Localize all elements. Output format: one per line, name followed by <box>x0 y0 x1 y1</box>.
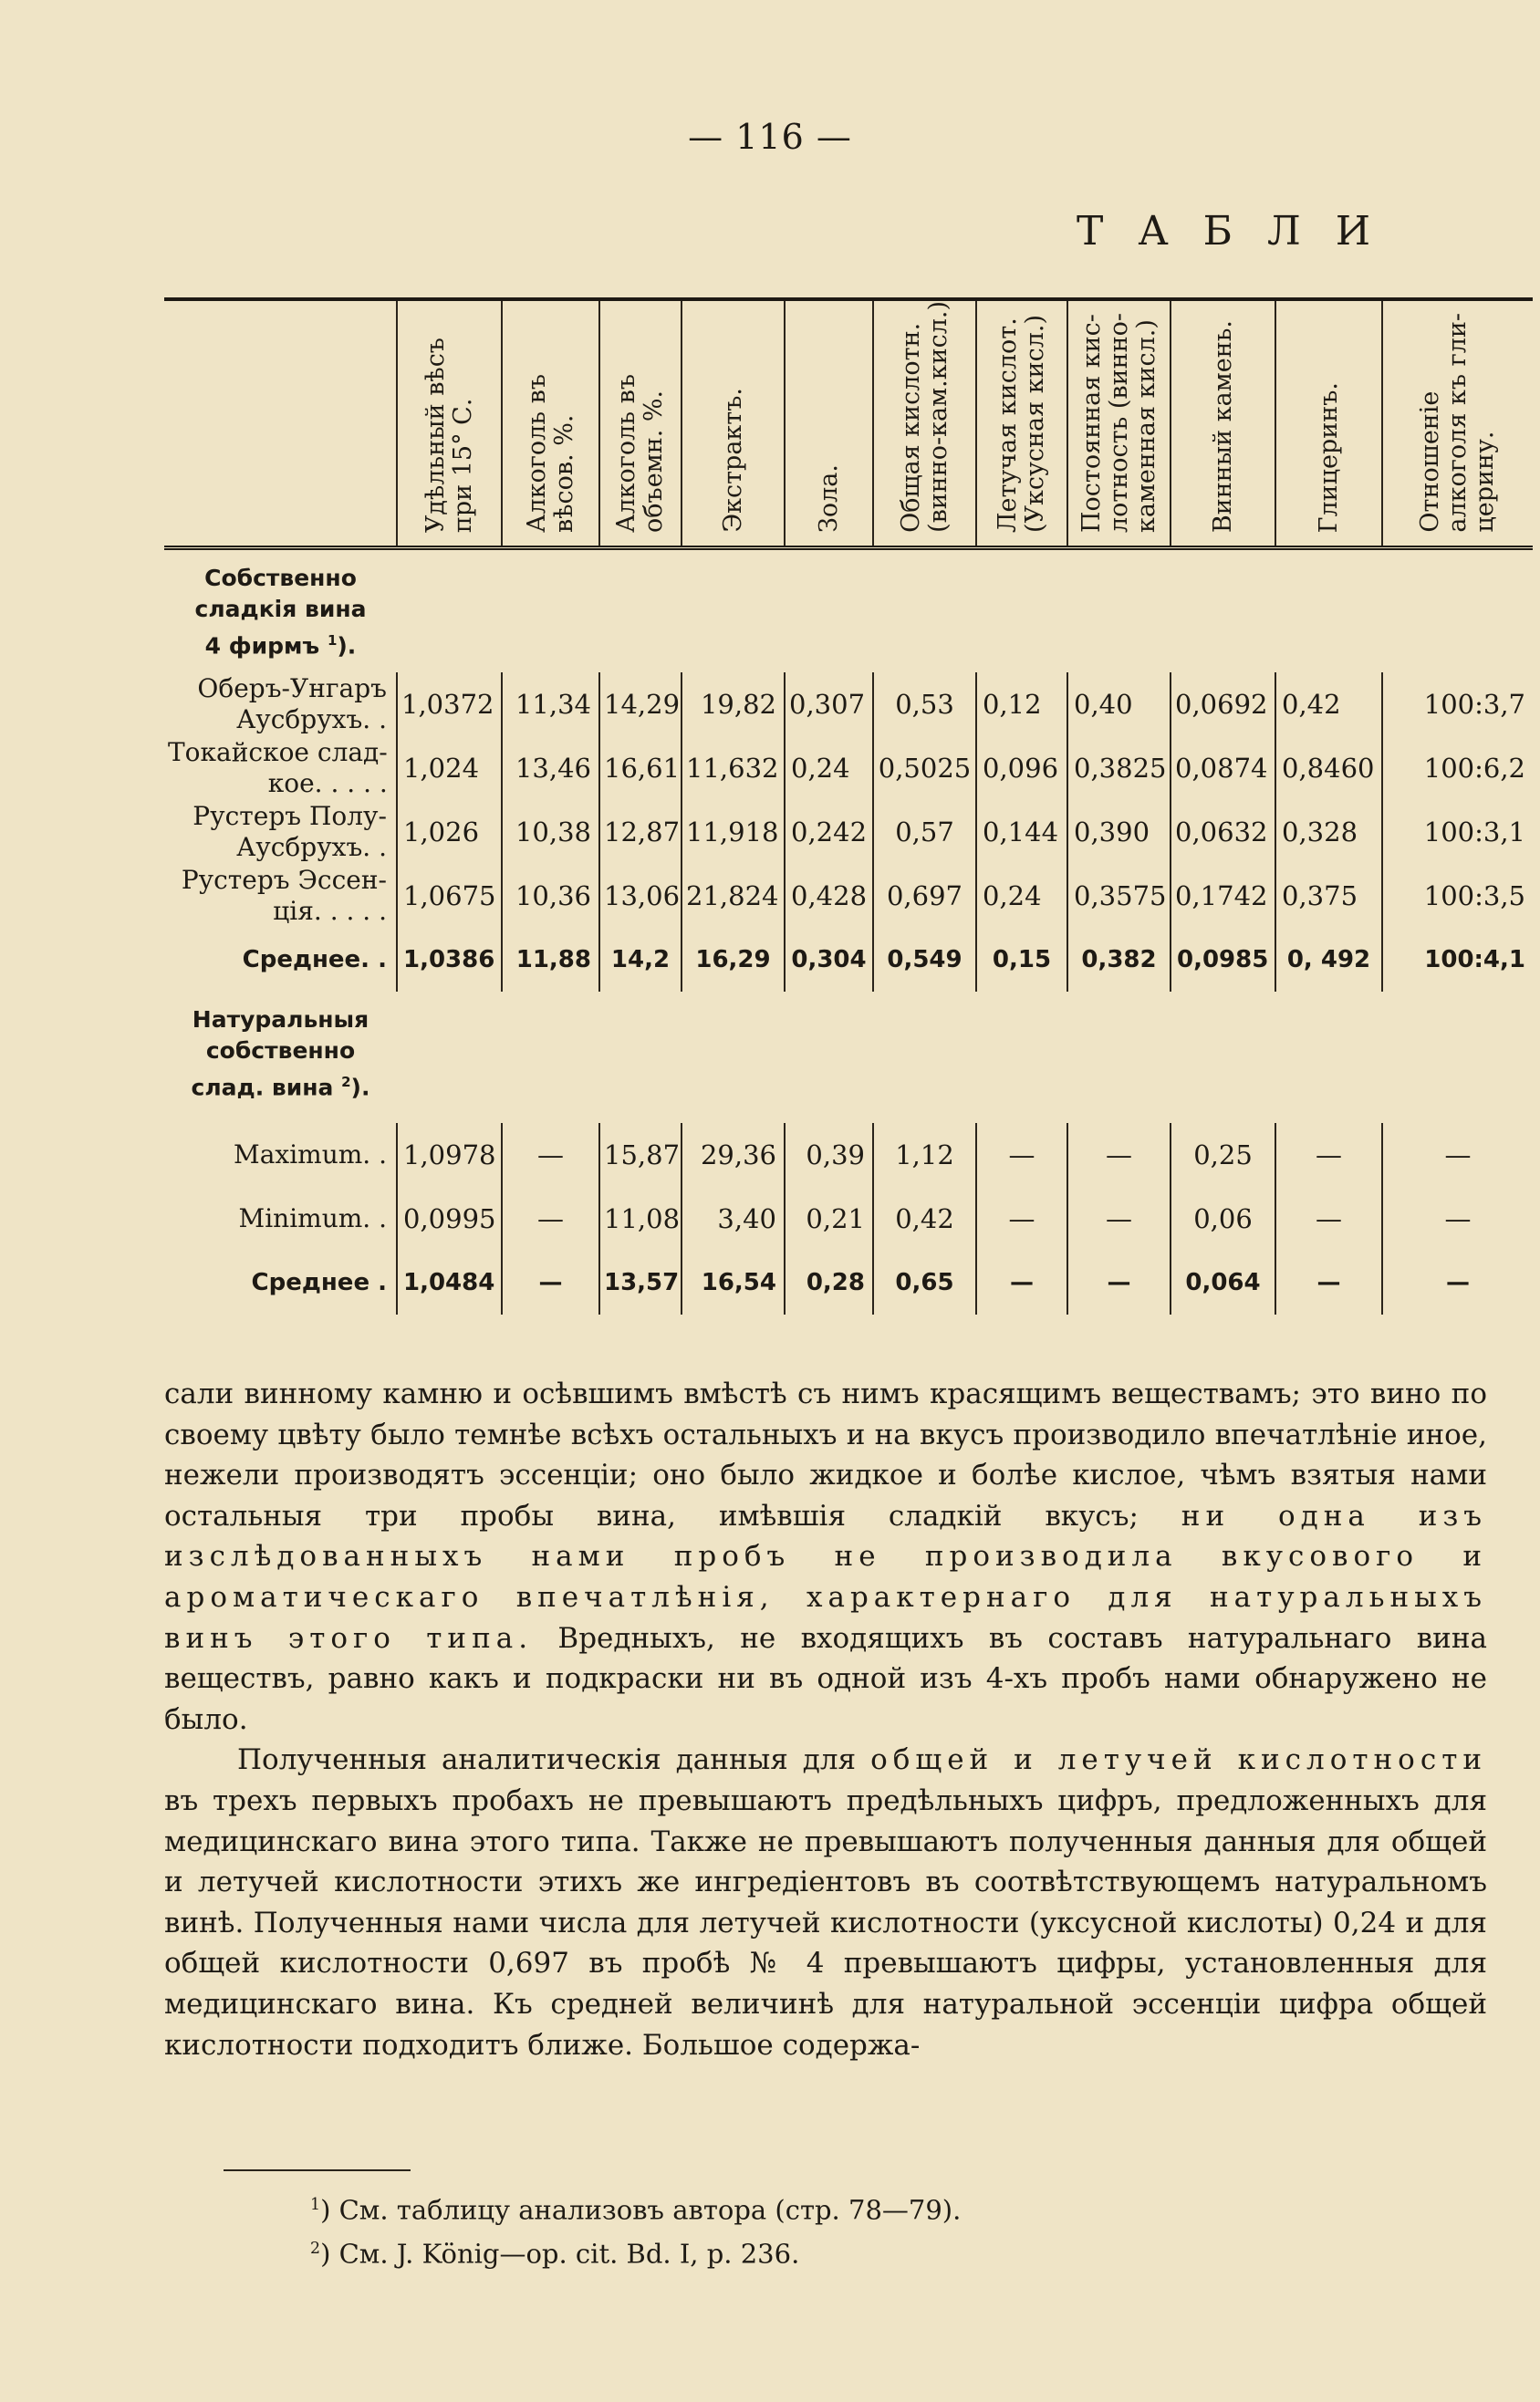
table-cell: 0,53 <box>873 672 976 736</box>
row-label: Maximum. . <box>234 1139 387 1170</box>
table-row <box>164 736 1533 800</box>
average-row <box>164 1251 1533 1315</box>
table-cell: 11,918 <box>682 800 785 864</box>
paragraph: сали винному камню и осѣвшимъ вмѣстѣ съ нимъ красящимъ веществамъ; это вино по своему цвѣту было темнѣе всѣхъ остальныхъ и на вкусъ производило впечатлѣніе иное, нежели производятъ эссенціи; оно было жидкое и болѣе кислое, чѣмъ взятыя нами остальныя три пробы вина, имѣвшія сладкій вкусъ; ни одна изъ изслѣдованныхъ нами пробъ не производила вкусового и ароматическаго впечатлѣнія, характернаго для натуральныхъ винъ этого типа. Вредныхъ, не входящихъ въ составъ натуральнаго вина веществъ, равно какъ и подкраски ни въ одной изъ 4-хъ пробъ нами обнаружено не было. <box>164 1378 1488 1736</box>
table-cell: — <box>1275 1187 1382 1251</box>
header-tartar <box>1171 299 1275 548</box>
header-extract <box>682 299 785 548</box>
table-cell: 19,82 <box>682 672 785 736</box>
table-cell: 0,8460 <box>1275 736 1382 800</box>
table-cell: 0,096 <box>976 736 1067 800</box>
table-cell: 0,25 <box>1171 1123 1275 1187</box>
table-cell: 14,2 <box>599 928 682 992</box>
table-cell: 10,38 <box>502 800 599 864</box>
table-cell: 0,0692 <box>1171 672 1275 736</box>
table-cell: 0,57 <box>873 800 976 864</box>
header-ratio <box>1382 299 1533 548</box>
table-cell: 0,064 <box>1171 1251 1275 1315</box>
table-cell: 1,12 <box>873 1123 976 1187</box>
table-cell: 100:4,1 <box>1382 928 1533 992</box>
column-header-label: Летучая кислот. (Уксусная кисл.) <box>994 314 1049 533</box>
table-cell: 100:3,7 <box>1382 672 1533 736</box>
column-header-label: Отношеніе алкоголя къ гли- церину. <box>1416 313 1499 533</box>
footnotes <box>310 2186 961 2272</box>
section-title-row <box>164 992 1533 1123</box>
table-cell: 0,15 <box>976 928 1067 992</box>
table-cell: — <box>976 1251 1067 1315</box>
section2-title: Натуральныя собственно слад. вина $^2$). <box>191 1006 370 1101</box>
table-cell: — <box>1382 1187 1533 1251</box>
table-cell: 13,46 <box>502 736 599 800</box>
section-title-row <box>164 548 1533 673</box>
table-row <box>164 864 1533 928</box>
row-label: Среднее. . <box>242 946 387 973</box>
table-cell: 0,0874 <box>1171 736 1275 800</box>
footnote-divider <box>224 2169 411 2171</box>
table-cell: 0,3825 <box>1067 736 1171 800</box>
table-cell: — <box>976 1187 1067 1251</box>
header-alcohol-weight <box>502 299 599 548</box>
table-cell: 1,024 <box>397 736 502 800</box>
table-cell: — <box>1067 1187 1171 1251</box>
table-cell: 0,428 <box>785 864 873 928</box>
header-stub <box>164 299 397 548</box>
table-cell: 12,87 <box>599 800 682 864</box>
table-cell: 11,08 <box>599 1187 682 1251</box>
header-fixed-acidity <box>1067 299 1171 548</box>
table-cell: 0,375 <box>1275 864 1382 928</box>
table-cell: — <box>502 1187 599 1251</box>
table-cell: 0,42 <box>873 1187 976 1251</box>
table-cell: 0,65 <box>873 1251 976 1315</box>
table-cell: 0,42 <box>1275 672 1382 736</box>
table-cell: 0,697 <box>873 864 976 928</box>
table-cell: 0,390 <box>1067 800 1171 864</box>
table-cell: 0,549 <box>873 928 976 992</box>
table-cell: 100:3,1 <box>1382 800 1533 864</box>
table-cell: 0,328 <box>1275 800 1382 864</box>
row-label: Рустеръ Полу- Аусбрухъ. . <box>192 801 387 862</box>
table-cell: 11,632 <box>682 736 785 800</box>
row-label: Рустеръ Эссен- ція. . . . . <box>181 865 387 926</box>
table-cell <box>397 548 1533 673</box>
table-cell: 11,34 <box>502 672 599 736</box>
header-alcohol-volume <box>599 299 682 548</box>
header-volatile-acidity <box>976 299 1067 548</box>
table-cell: 3,40 <box>682 1187 785 1251</box>
table-cell: 0,307 <box>785 672 873 736</box>
table-cell: — <box>1382 1123 1533 1187</box>
header-ash <box>785 299 873 548</box>
table-cell: 0,304 <box>785 928 873 992</box>
table-cell: 16,29 <box>682 928 785 992</box>
table-cell: 100:3,5 <box>1382 864 1533 928</box>
table-cell: 0,39 <box>785 1123 873 1187</box>
table-cell: 10,36 <box>502 864 599 928</box>
table-cell: 0,1742 <box>1171 864 1275 928</box>
table-cell: — <box>1275 1251 1382 1315</box>
row-label: Среднее . <box>251 1269 387 1296</box>
column-header-label: Экстрактъ. <box>718 388 747 533</box>
section1-title: Собственно сладкія вина 4 фирмъ $^1$). <box>194 565 367 660</box>
column-header-label: Винный камень. <box>1208 319 1237 533</box>
paragraph: Полученныя аналитическія данныя для общей и летучей кислотности въ трехъ первыхъ пробахъ не превышаютъ предѣльныхъ цифръ, предложенныхъ для медицинскаго вина этого типа. Также не превышаютъ полученныя данныя для общей и летучей кислотности этихъ же ингредіентовъ въ соотвѣтствующемъ натуральномъ винѣ. Полученныя нами числа для летучей кислотности (уксусной кислоты) 0,24 и для общей кислотности 0,697 въ пробѣ № 4 превышаютъ цифры, установленныя для медицинскаго вина. Къ средней величинѣ для натуральной эссенціи цифра общей кислотности подходитъ ближе. Большое содержа- <box>164 1743 1488 2062</box>
table-cell: — <box>502 1251 599 1315</box>
column-header-label: Глицеринъ. <box>1314 381 1343 533</box>
table-cell: 29,36 <box>682 1123 785 1187</box>
table-cell: 0,3575 <box>1067 864 1171 928</box>
table-cell: 0,0985 <box>1171 928 1275 992</box>
table-cell: 0,0632 <box>1171 800 1275 864</box>
table-cell: — <box>1067 1251 1171 1315</box>
table-cell: 15,87 <box>599 1123 682 1187</box>
column-header-label: Общая кислотн. (винно-кам.кисл.) <box>896 301 952 533</box>
column-header-label: Зола. <box>814 464 843 533</box>
footnote: $^1$) См. таблицу анализовъ автора (стр. 78—79). <box>310 2194 962 2226</box>
table-row <box>164 1123 1533 1187</box>
table-cell: 1,0372 <box>397 672 502 736</box>
table-cell: 16,54 <box>682 1251 785 1315</box>
body-text <box>164 1374 1487 2065</box>
table-cell: 16,61 <box>599 736 682 800</box>
table-cell <box>397 992 1533 1123</box>
header-glycerin <box>1275 299 1382 548</box>
table-cell: 13,06 <box>599 864 682 928</box>
table-cell: 1,0675 <box>397 864 502 928</box>
table-header-row <box>164 299 1533 548</box>
table-heading: ТАБЛИ <box>1077 208 1406 255</box>
table-row <box>164 1187 1533 1251</box>
row-label: Minimum. . <box>238 1203 387 1233</box>
table-cell: 0,382 <box>1067 928 1171 992</box>
row-label: Токайское слад- кое. . . . . <box>168 737 388 798</box>
row-label: Оберъ-Унгаръ Аусбрухъ. . <box>197 673 387 734</box>
table-row <box>164 672 1533 736</box>
table-cell: 0,21 <box>785 1187 873 1251</box>
table-cell: — <box>1067 1123 1171 1187</box>
table-cell: 0,24 <box>785 736 873 800</box>
column-header-label: Алкоголь въ объемн. %. <box>612 374 668 533</box>
table-cell: 0,242 <box>785 800 873 864</box>
header-specific-gravity <box>397 299 502 548</box>
table-cell: 100:6,2 <box>1382 736 1533 800</box>
column-header-label: Постоянная кис- лотность (винно- каменная кисл.) <box>1077 312 1160 533</box>
table-cell: 0,28 <box>785 1251 873 1315</box>
analysis-table <box>164 297 1533 1315</box>
average-row <box>164 928 1533 992</box>
table-cell: — <box>502 1123 599 1187</box>
table-cell: 1,0386 <box>397 928 502 992</box>
table-cell: 1,0978 <box>397 1123 502 1187</box>
table-cell: 13,57 <box>599 1251 682 1315</box>
table-cell: 21,824 <box>682 864 785 928</box>
table-cell: 0, 492 <box>1275 928 1382 992</box>
table-cell: — <box>1382 1251 1533 1315</box>
column-header-label: Удѣльный вѣсъ при 15° С. <box>421 337 477 533</box>
page-number: — 116 — <box>688 117 852 157</box>
table-cell: 11,88 <box>502 928 599 992</box>
table-cell: 1,026 <box>397 800 502 864</box>
table-cell: 14,29 <box>599 672 682 736</box>
table-row <box>164 800 1533 864</box>
table-cell: 0,0995 <box>397 1187 502 1251</box>
header-total-acidity <box>873 299 976 548</box>
table-cell: 0,40 <box>1067 672 1171 736</box>
table-cell: 0,24 <box>976 864 1067 928</box>
table-cell: — <box>1275 1123 1382 1187</box>
footnote: $^2$) См. J. König—op. cit. Bd. I, p. 236. <box>310 2238 800 2270</box>
table-cell: 0,5025 <box>873 736 976 800</box>
column-header-label: Алкоголь въ вѣсов. %. <box>522 374 578 533</box>
table-cell: 0,06 <box>1171 1187 1275 1251</box>
table-cell: 0,144 <box>976 800 1067 864</box>
table-cell: 1,0484 <box>397 1251 502 1315</box>
table-cell: — <box>976 1123 1067 1187</box>
table-cell: 0,12 <box>976 672 1067 736</box>
